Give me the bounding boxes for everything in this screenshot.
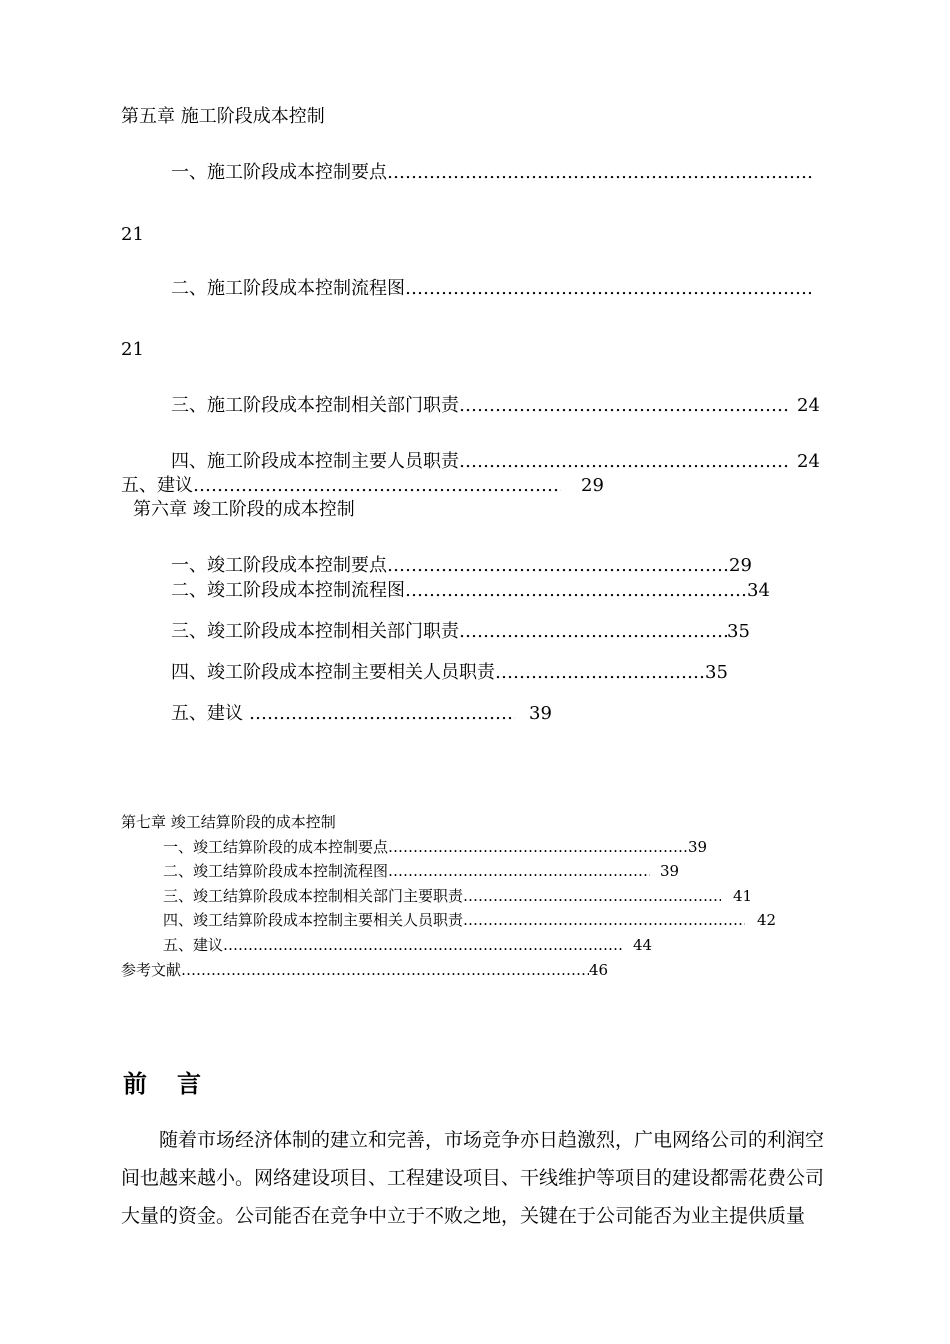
toc-entry-page: 42 (757, 911, 777, 929)
toc-entry-page: 24 (797, 451, 820, 472)
toc-entry[interactable] (121, 477, 604, 495)
toc-entry[interactable] (163, 913, 776, 928)
toc-leader-dots (223, 938, 623, 953)
toc-entry[interactable] (171, 280, 811, 298)
toc-entry-text: 五、建议 (171, 703, 243, 724)
toc-entry-text: 一、竣工阶段成本控制要点 (171, 555, 387, 576)
toc-leader-dots (387, 557, 729, 575)
toc-entry-page: 41 (733, 887, 753, 905)
toc-entry-text: 一、施工阶段成本控制要点 (171, 162, 387, 183)
toc-entry[interactable] (171, 705, 552, 723)
toc-entry-text: 三、竣工结算阶段成本控制相关部门主要职责 (163, 887, 464, 905)
toc-entry-page: 46 (589, 961, 609, 979)
toc-chapter6-title: 第六章 竣工阶段的成本控制 (133, 499, 355, 520)
toc-entry-text: 四、施工阶段成本控制主要人员职责 (171, 451, 459, 472)
toc-entry-page: 21 (121, 224, 144, 245)
toc-entry[interactable] (171, 453, 820, 471)
toc-chapter5-title: 第五章 施工阶段成本控制 (121, 106, 325, 127)
toc-entry[interactable] (171, 557, 752, 575)
toc-leader-dots (463, 889, 721, 904)
toc-entry[interactable] (171, 582, 770, 600)
toc-entry[interactable] (171, 623, 750, 641)
toc-chapter7-title: 第七章 竣工结算阶段的成本控制 (121, 813, 336, 831)
toc-entry-text: 二、竣工阶段成本控制流程图 (171, 580, 405, 601)
toc-leader-dots (249, 705, 515, 723)
toc-entry-text: 四、竣工结算阶段成本控制主要相关人员职责 (163, 911, 464, 929)
toc-entry-text: 三、竣工阶段成本控制相关部门职责 (171, 621, 459, 642)
toc-leader-dots (181, 963, 589, 978)
toc-leader-dots (495, 664, 705, 682)
toc-entry[interactable] (171, 397, 820, 415)
toc-entry-text: 参考文献 (121, 961, 182, 979)
toc-leader-dots (405, 582, 747, 600)
toc-entry[interactable] (163, 840, 707, 855)
toc-entry[interactable] (171, 164, 813, 182)
toc-entry[interactable] (171, 664, 728, 682)
toc-entry[interactable] (163, 889, 752, 904)
toc-entry-page: 34 (747, 580, 770, 601)
toc-leader-dots (405, 280, 811, 298)
toc-entry-text: 四、竣工阶段成本控制主要相关人员职责 (171, 662, 495, 683)
toc-references[interactable] (121, 963, 608, 978)
toc-entry-page: 39 (529, 703, 552, 724)
toc-entry-text: 三、施工阶段成本控制相关部门职责 (171, 395, 459, 416)
toc-leader-dots (387, 164, 813, 182)
toc-entry-text: 五、建议 (163, 936, 224, 954)
toc-leader-dots (388, 864, 650, 879)
toc-entry-page: 29 (581, 475, 604, 496)
toc-entry-page: 39 (660, 862, 680, 880)
toc-entry[interactable] (163, 864, 679, 879)
toc-leader-dots (193, 477, 561, 495)
preface-body (121, 1121, 841, 1235)
toc-entry-text: 一、竣工结算阶段的成本控制要点 (163, 838, 389, 856)
toc-entry-page: 24 (797, 395, 820, 416)
toc-leader-dots (459, 397, 789, 415)
toc-entry-page: 39 (688, 838, 708, 856)
toc-leader-dots (463, 913, 745, 928)
toc-entry-page: 35 (705, 662, 728, 683)
preface-text: 随着市场经济体制的建立和完善，市场竞争亦日趋激烈，广电网络公司的利润空间也越来越小。网络建设项目、工程建设项目、干线维护等项目的建设都需花费公司大量的资金。公司能否在竞争中立于不败之地，关键在于公司能否为业主提供质量 (121, 1129, 825, 1227)
toc-entry-page: 44 (633, 936, 653, 954)
toc-entry-page: 35 (727, 621, 750, 642)
toc-entry-page: 29 (729, 555, 752, 576)
toc-entry-page: 21 (121, 339, 144, 360)
toc-leader-dots (459, 453, 789, 471)
toc-leader-dots (388, 840, 688, 855)
preface-title: 前言 (123, 1069, 231, 1098)
toc-leader-dots (459, 623, 727, 641)
toc-entry[interactable] (163, 938, 652, 953)
toc-entry-text: 二、竣工结算阶段成本控制流程图 (163, 862, 389, 880)
toc-entry-text: 二、施工阶段成本控制流程图 (171, 278, 405, 299)
toc-entry-text: 五、建议 (121, 475, 193, 496)
